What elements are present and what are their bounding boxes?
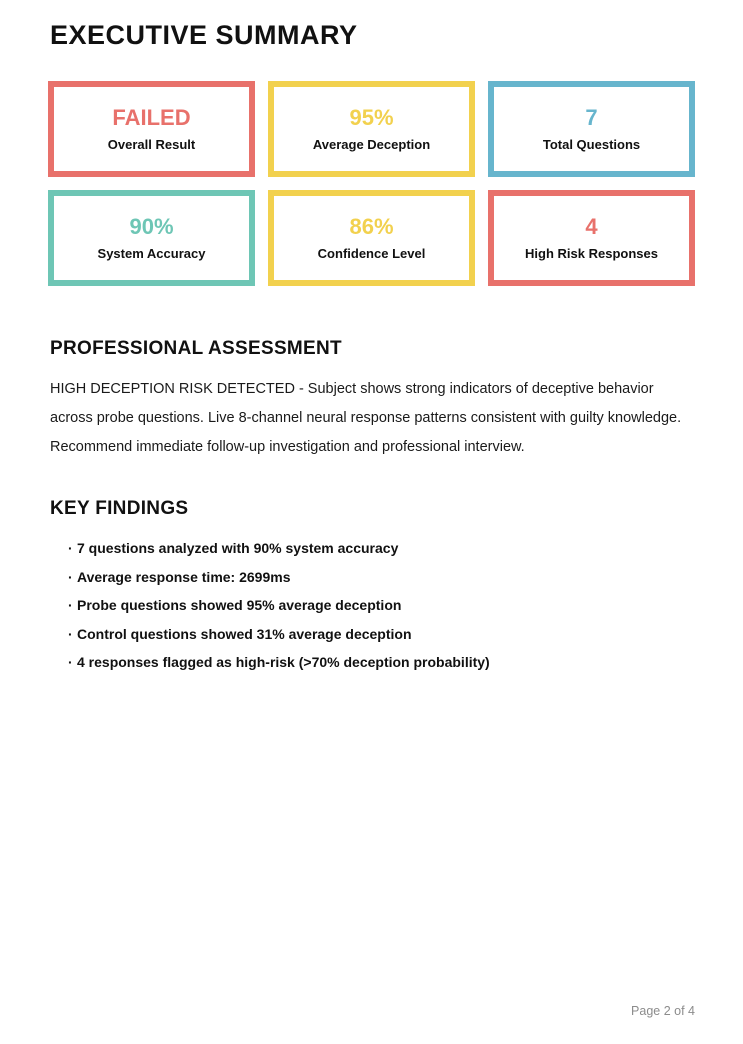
stat-value: 86% xyxy=(349,214,394,239)
bullet-dot: · xyxy=(68,540,73,556)
finding-item xyxy=(50,620,695,649)
finding-item xyxy=(50,534,695,563)
stat-value: FAILED xyxy=(112,105,191,130)
stat-value: 7 xyxy=(585,105,598,130)
stat-label: Average Deception xyxy=(312,137,431,152)
finding-text: Probe questions showed 95% average deception xyxy=(77,597,402,613)
stat-label: High Risk Responses xyxy=(525,246,658,261)
stat-value: 90% xyxy=(129,214,174,239)
stat-card-confidence-level xyxy=(268,190,475,286)
stat-label: Total Questions xyxy=(542,137,641,152)
findings-list xyxy=(50,534,695,677)
finding-text: Control questions showed 31% average deception xyxy=(77,625,412,642)
stat-label: Confidence Level xyxy=(317,246,426,261)
stat-card-total-questions xyxy=(488,81,695,177)
summary-stat-cards xyxy=(48,81,695,286)
page-number: Page 2 of 4 xyxy=(631,1004,695,1018)
page-title: EXECUTIVE SUMMARY xyxy=(50,20,358,50)
stat-value: 95% xyxy=(349,105,394,130)
assessment-body: HIGH DECEPTION RISK DETECTED - Subject shows strong indicators of deceptive behavior across probe questions. Live 8-channel neural response patterns consistent with guilty knowledge. Recommend immediate follow-up investigation and professional interview. xyxy=(50,381,682,455)
finding-item xyxy=(50,563,695,592)
finding-text: 4 responses flagged as high-risk (>70% deception probability) xyxy=(77,654,490,670)
stat-card-overall-result xyxy=(48,81,255,177)
bullet-dot: · xyxy=(68,654,73,670)
stat-label: Overall Result xyxy=(107,137,196,152)
finding-text: 7 questions analyzed with 90% system accuracy xyxy=(77,540,399,556)
finding-item xyxy=(50,648,695,677)
bullet-dot: · xyxy=(68,568,73,585)
finding-text: Average response time: 2699ms xyxy=(77,568,291,585)
bullet-dot: · xyxy=(68,625,73,642)
stat-value: 4 xyxy=(585,214,598,239)
stat-label: System Accuracy xyxy=(97,246,206,261)
stat-card-system-accuracy xyxy=(48,190,255,286)
findings-heading: KEY FINDINGS xyxy=(50,498,189,519)
stat-card-average-deception xyxy=(268,81,475,177)
stat-card-high-risk-responses xyxy=(488,190,695,286)
assessment-heading: PROFESSIONAL ASSESSMENT xyxy=(50,338,342,359)
bullet-dot: · xyxy=(68,597,73,613)
finding-item xyxy=(50,591,695,620)
